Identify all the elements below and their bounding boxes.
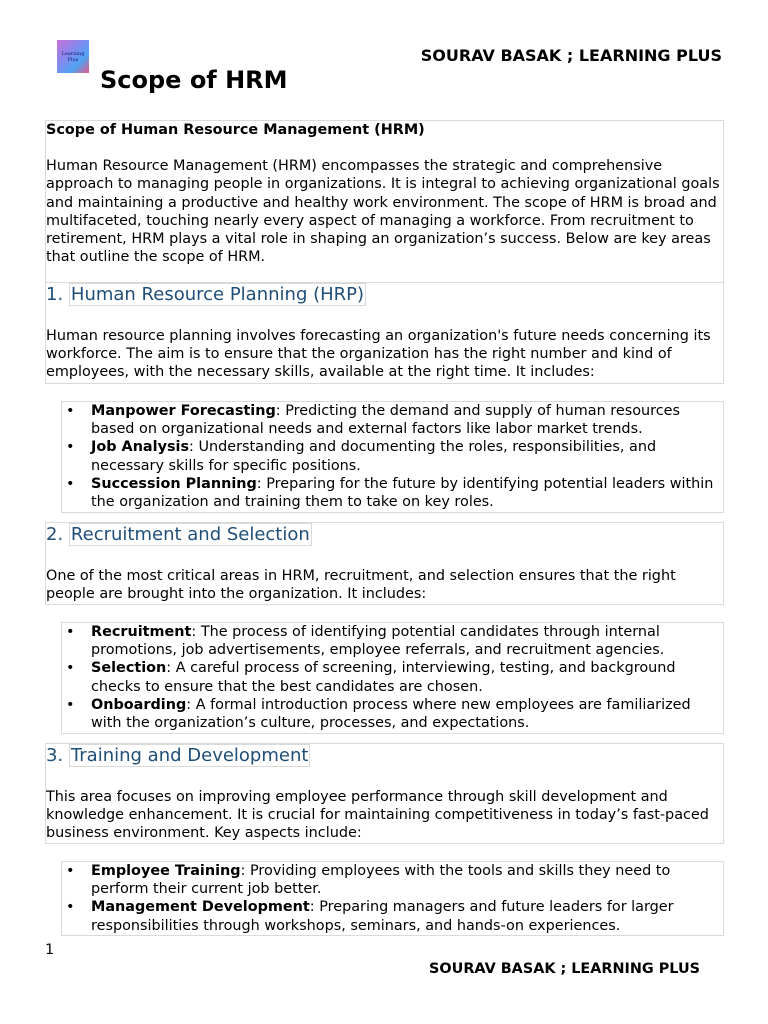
section-body: One of the most critical areas in HRM, recruitment, and selection ensures that the right people are brought into the organization. It includes: bbox=[46, 568, 676, 603]
section-body: Human resource planning involves forecasting an organization's future needs concerning its workforce. The aim is to ensure that the organization has the right number and kind of employees, with the necessary skills, available at the right time. It includes: bbox=[46, 328, 711, 381]
intro-body: Human Resource Management (HRM) encompasses the strategic and comprehensive approach to managing people in organizations. It is integral to achieving organizational goals and maintaining a productive and healthy work environment. The scope of HRM is broad and multifaceted, touching nearly every aspect of managing a workforce. From recruitment to retirement, HRM plays a vital role in shaping an organization’s success. Below are key areas that outline the scope of HRM. bbox=[46, 158, 720, 266]
section-heading bbox=[46, 523, 312, 547]
list-item bbox=[62, 438, 723, 474]
section-training-list bbox=[61, 861, 724, 936]
page-number: 1 bbox=[45, 942, 55, 958]
list-item bbox=[62, 862, 723, 898]
section-heading-text: Training and Development bbox=[70, 745, 309, 766]
section-recruitment-list bbox=[61, 622, 724, 734]
section-recruitment bbox=[45, 522, 724, 605]
list-item-desc: : A formal introduction process where new employees are familiarized with the organization’s culture, processes, and expectations. bbox=[91, 696, 691, 732]
list-item-desc: : A careful process of screening, interviewing, testing, and background checks to ensure that the best candidates are chosen. bbox=[91, 660, 676, 695]
list-item-desc: : The process of identifying potential candidates through internal promotions, job advertisements, employee referrals, and recruitment agencies. bbox=[91, 624, 665, 659]
bullet: • bbox=[66, 660, 75, 677]
bullet: • bbox=[66, 439, 75, 456]
document-title: Scope of HRM bbox=[100, 66, 288, 94]
list-item bbox=[62, 659, 723, 695]
section-body: This area focuses on improving employee performance through skill development and knowledge enhancement. It is crucial for maintaining competitiveness in today’s fast-paced business environment. Key aspects include: bbox=[46, 789, 709, 842]
list-item-term: Management Development bbox=[91, 899, 310, 916]
list-item-desc: : Providing employees with the tools and skills they need to perform their current job better. bbox=[91, 863, 671, 898]
section-heading-text: Recruitment and Selection bbox=[70, 524, 310, 545]
list-item-desc: : Predicting the demand and supply of human resources based on organizational needs and external factors like labor market trends. bbox=[91, 403, 681, 438]
logo-text: Learning Plus bbox=[61, 50, 85, 63]
bullet: • bbox=[66, 696, 75, 713]
learning-plus-logo bbox=[57, 40, 89, 73]
intro-title: Scope of Human Resource Management (HRM) bbox=[46, 122, 425, 138]
section-hrp bbox=[45, 282, 724, 384]
bullet: • bbox=[66, 403, 75, 419]
list-item-desc: : Understanding and documenting the roles, responsibilities, and necessary skills for specific positions. bbox=[91, 439, 657, 474]
list-item bbox=[62, 623, 723, 659]
header-author: SOURAV BASAK ; LEARNING PLUS bbox=[420, 46, 722, 65]
list-item bbox=[62, 475, 723, 511]
bullet: • bbox=[66, 624, 75, 640]
bullet: • bbox=[66, 863, 75, 879]
list-item bbox=[62, 402, 723, 438]
section-number: 3. bbox=[46, 745, 64, 766]
list-item bbox=[62, 898, 723, 934]
section-training bbox=[45, 743, 724, 844]
bullet: • bbox=[66, 475, 75, 492]
list-item-term: Succession Planning bbox=[91, 475, 257, 492]
section-number: 1. bbox=[46, 284, 64, 305]
footer-author: SOURAV BASAK ; LEARNING PLUS bbox=[429, 961, 700, 977]
list-item-term: Onboarding bbox=[91, 696, 187, 713]
section-hrp-list bbox=[61, 401, 724, 513]
list-item-term: Recruitment bbox=[91, 624, 192, 640]
section-heading bbox=[46, 283, 366, 307]
section-heading bbox=[46, 744, 310, 768]
list-item-desc: : Preparing managers and future leaders for larger responsibilities through workshops, seminars, and hands-on experiences. bbox=[91, 899, 674, 934]
list-item-term: Selection bbox=[91, 660, 167, 677]
list-item-term: Job Analysis bbox=[91, 439, 190, 456]
section-number: 2. bbox=[46, 524, 64, 545]
list-item-desc: : Preparing for the future by identifying potential leaders within the organization and training them to take on key roles. bbox=[91, 475, 714, 511]
bullet: • bbox=[66, 899, 75, 916]
list-item bbox=[62, 696, 723, 732]
list-item-term: Manpower Forecasting bbox=[91, 403, 276, 419]
list-item-term: Employee Training bbox=[91, 863, 241, 879]
section-heading-text: Human Resource Planning (HRP) bbox=[70, 284, 365, 305]
